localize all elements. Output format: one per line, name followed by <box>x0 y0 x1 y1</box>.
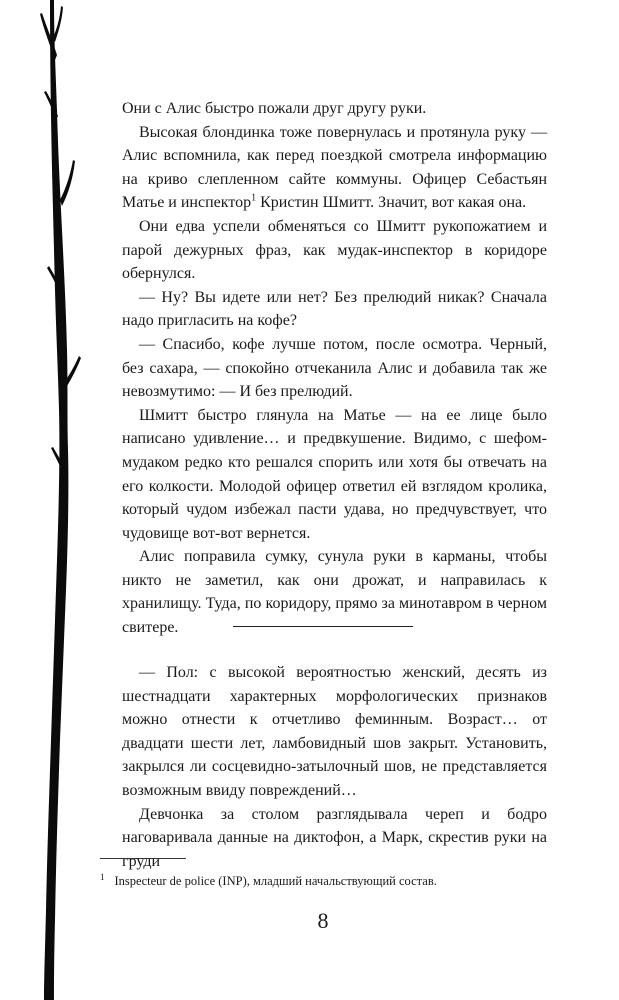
footnote-ref: 1 <box>251 193 257 205</box>
paragraph: — Спасибо, кофе лучше потом, после осмотра. Черный, без сахара, — спокойно отчеканила Алис и добавила так же невозмутимо: — И без прелюдий. <box>122 335 547 401</box>
paragraph: Девчонка за столом разглядывала череп и бодро наговаривала данные на диктофон, а Марк, скрестив руки на груди <box>122 805 547 870</box>
section-2-text <box>122 661 547 873</box>
paragraph: Они с Алис быстро пожали друг другу руки. <box>122 100 427 117</box>
footnote-rule <box>100 858 186 859</box>
paragraph: — Ну? Вы идете или нет? Без прелюдий никак? Сначала надо пригласить на кофе? <box>122 288 547 330</box>
paragraph <box>122 121 547 215</box>
paragraph-text: Высокая блондинка тоже повернулась и протянула руку — Алис вспомнила, как перед поездкой смотрела информацию на криво слепленном сайте коммуны. Офицер Себастьян Матье и инспектор <box>122 123 547 212</box>
page-number: 8 <box>317 908 329 933</box>
tree-silhouette-illustration <box>0 0 90 1000</box>
paragraph: — Пол: с высокой вероятностью женский, десять из шестнадцати характерных морфологических признаков можно отнести к отчетливо феминным. Возраст… от двадцати шести лет, ламбовидный шов закрыт. Установить, закрылся ли сосцевидно-затылочный шов, не представляется возможным ввиду повреждений… <box>122 664 547 799</box>
paragraph: Они едва успели обменяться со Шмитт рукопожатием и парой дежурных фраз, как мудак-инспектор в коридоре обернулся. <box>122 217 547 283</box>
section-divider <box>233 626 413 627</box>
footnote-text: Inspecteur de police (INP), младший начальствующий состав. <box>114 874 437 889</box>
footnote <box>100 869 560 889</box>
paragraph-text: Кристин Шмитт. Значит, вот какая она. <box>260 194 527 212</box>
main-text <box>122 97 547 640</box>
footnote-mark: 1 <box>100 872 105 882</box>
paragraph: Шмитт быстро глянула на Матье — на ее лице было написано удивление… и предвкушение. Видимо, с шефом-мудаком редко кто решался спорить или хотя бы отвечать на его колкости. Молодой офицер ответил ей взглядом кролика, который чудом избежал пасти удава, но предчувствует, что чудовище вот-вот вернется. <box>122 406 547 542</box>
paragraph: Алис поправила сумку, сунула руки в карманы, чтобы никто не заметил, как они дрожат, и направилась к хранилищу. Туда, по коридору, прямо за минотавром в черном свитере. <box>122 548 547 637</box>
